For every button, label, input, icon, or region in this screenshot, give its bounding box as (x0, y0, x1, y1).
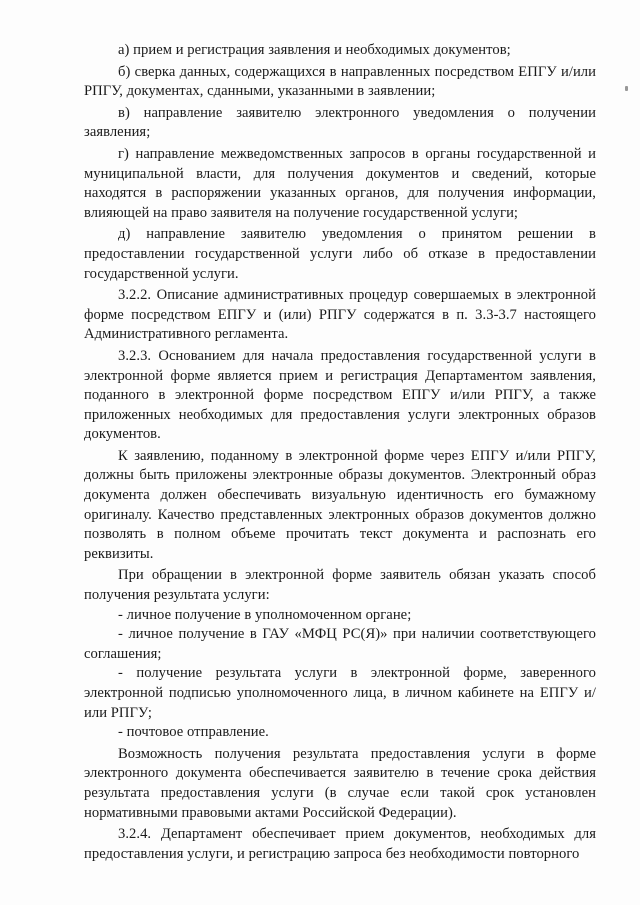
list-item-postal: - почтовое отправление. (118, 724, 269, 741)
paragraph-item-d: д) направление заявителю уведомления о принятом решении в предоставлении государственной услуги либо об отказе в предоставлении государственной услуги. (84, 226, 596, 282)
document-body (84, 41, 596, 864)
paragraph-item-b: б) сверка данных, содержащихся в направленных посредством ЕПГУ и/или РПГУ, документах, сданными, указанными в заявлении; (84, 63, 596, 100)
paragraph-result-method: При обращении в электронной форме заявитель обязан указать способ получения результата услуги: (84, 567, 596, 604)
paragraph-3-2-4: 3.2.4. Департамент обеспечивает прием документов, необходимых для предоставления услуги, и регистрацию запроса без необходимости повторного (84, 826, 596, 862)
paragraph-item-g: г) направление межведомственных запросов в органы государственной и муниципальной власти, для получения документов и сведений, которые находятся в распоряжении указанных органов, для получения информации, влияющей на право заявителя на получение государственной услуги; (84, 145, 596, 221)
paragraph-item-v: в) направление заявителю электронного уведомления о получении заявления; (84, 104, 596, 141)
paragraph-3-2-2: 3.2.2. Описание административных процедур совершаемых в электронной форме посредством ЕПГУ и (или) РПГУ содержатся в п. 3.3-3.7 настоящего Административного регламента. (84, 287, 596, 343)
list-item-electronic-result: - получение результата услуги в электронной форме, заверенного электронной подписью уполномоченного лица, в личном кабинете на ЕПГУ и/или РПГУ; (84, 665, 596, 721)
paragraph-3-2-3: 3.2.3. Основанием для начала предоставления государственной услуги в электронной форме является прием и регистрация Департаментом заявления, поданного в электронной форме посредством ЕПГУ и/или РПГУ, а также приложенных необходимых для предоставления услуги электронных образов документов. (84, 347, 596, 443)
paragraph-electronic-document: Возможность получения результата предоставления услуги в форме электронного документа обеспечивается заявителю в течение срока действия результата предоставления услуги (в случае если такой срок установлен нормативными правовыми актами Российской Федерации). (84, 745, 596, 821)
scan-speck (625, 86, 628, 91)
list-item-personal-mfc: - личное получение в ГАУ «МФЦ РС(Я)» при наличии соответствующего соглашения; (84, 626, 596, 662)
paragraph-electronic-images: К заявлению, поданному в электронной форме через ЕПГУ и/или РПГУ, должны быть приложены электронные образы документов. Электронный образ документа должен обеспечивать визуальную идентичность его бумажному оригиналу. Качество представленных электронных образов документов должно позволять в полном объеме прочитать текст документа и распознать его реквизиты. (84, 447, 596, 562)
list-item-personal-authority: - личное получение в уполномоченном органе; (118, 606, 412, 623)
paragraph-item-a: а) прием и регистрация заявления и необходимых документов; (118, 42, 511, 58)
